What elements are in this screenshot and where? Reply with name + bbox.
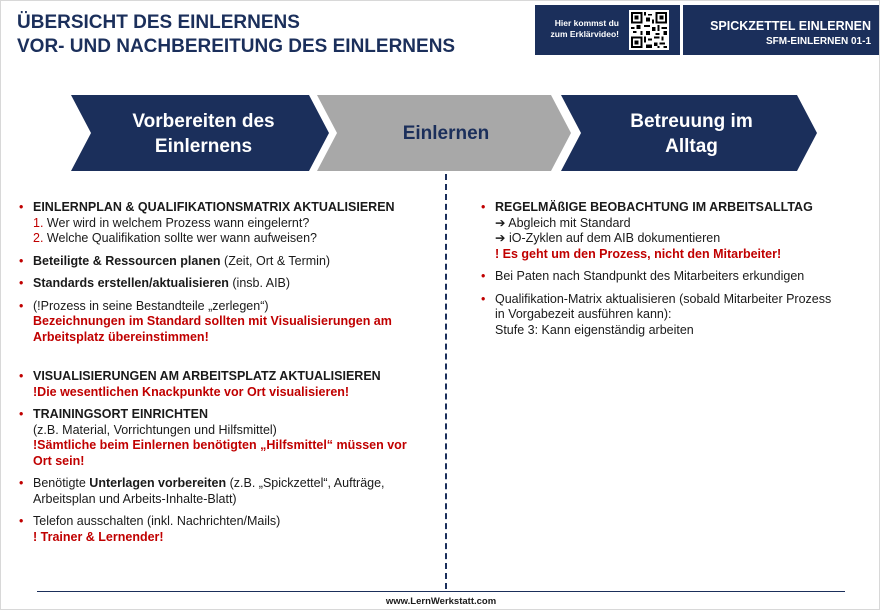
item-warning: Arbeitsplatz übereinstimmen! bbox=[33, 329, 209, 344]
item-text: Wer wird in welchem Prozess wann eingelernt? bbox=[46, 215, 310, 230]
item-text: • Qualifikation-Matrix aktualisieren (sobald Mitarbeiter Prozess bbox=[495, 291, 832, 306]
item-text: ➔ iO-Zyklen auf dem AIB dokumentieren bbox=[495, 231, 721, 245]
column-divider bbox=[445, 174, 447, 589]
title-line-1: ÜBERSICHT DES EINLERNENS bbox=[17, 12, 300, 33]
item-warning: Bezeichnungen im Standard sollten mit Visualisierungen am bbox=[33, 314, 392, 328]
item-text: • (!Prozess in seine Bestandteile „zerlegen“) bbox=[33, 298, 269, 313]
item-heading: Unterlagen vorbereiten bbox=[89, 476, 227, 490]
right-column bbox=[479, 200, 871, 345]
footer-divider bbox=[37, 591, 845, 592]
process-step-2-label bbox=[346, 121, 546, 146]
item-warning: ! Es geht um den Prozess, nicht den Mitarbeiter! bbox=[495, 246, 782, 261]
list-item bbox=[17, 514, 441, 545]
item-number: 1. bbox=[33, 215, 44, 230]
item-heading: • REGELMÄßIGE BEOBACHTUNG IM ARBEITSALLTAG bbox=[495, 200, 813, 214]
explainer-video-text bbox=[543, 18, 619, 40]
step-3-line-2: Alltag bbox=[665, 136, 718, 157]
step-1-line-1: Vorbereiten des bbox=[132, 111, 275, 132]
item-text: (Zeit, Ort & Termin) bbox=[220, 253, 331, 268]
item-heading: • EINLERNPLAN & QUALIFIKATIONSMATRIX AKTUALISIEREN bbox=[33, 200, 395, 214]
item-heading: • TRAININGSORT EINRICHTEN bbox=[33, 407, 208, 421]
item-heading: • VISUALISIERUNGEN AM ARBEITSPLATZ AKTUALISIEREN bbox=[33, 369, 381, 383]
item-heading: Standards erstellen/aktualisieren bbox=[33, 276, 229, 290]
item-text: in Vorgabezeit ausführen kann): bbox=[495, 307, 672, 321]
item-text: • Bei Paten nach Standpunkt des Mitarbeiters erkundigen bbox=[495, 269, 805, 283]
item-text: • Telefon ausschalten (inkl. Nachrichten/Mails) bbox=[33, 514, 281, 528]
item-warning: ! Trainer & Lernender! bbox=[33, 529, 164, 544]
badge-title: SPICKZETTEL EINLERNEN bbox=[710, 19, 871, 33]
item-text: (z.B. „Spickzettel“, Aufträge, bbox=[226, 476, 385, 490]
list-item bbox=[17, 476, 441, 507]
badge-code: SFM-EINLERNEN 01-1 bbox=[765, 36, 871, 47]
list-item bbox=[17, 299, 441, 346]
explainer-text-line-2: zum Erklärvideo! bbox=[550, 29, 619, 39]
page-title bbox=[17, 11, 455, 59]
item-heading: Beteiligte & Ressourcen planen bbox=[33, 253, 221, 268]
list-item bbox=[17, 276, 441, 292]
process-step-3-label bbox=[589, 109, 794, 159]
list-item bbox=[17, 407, 441, 469]
explainer-text-line-1: Hier kommst du bbox=[554, 18, 619, 28]
list-item bbox=[479, 292, 871, 339]
item-text: ➔ Abgleich mit Standard bbox=[495, 215, 631, 230]
list-item bbox=[17, 200, 441, 247]
list-item bbox=[17, 254, 441, 270]
left-column bbox=[17, 200, 441, 552]
item-warning: !Sämtliche beim Einlernen benötigten „Hilfsmittel“ müssen vor bbox=[33, 438, 407, 452]
list-item bbox=[479, 269, 871, 285]
item-warning: !Die wesentlichen Knackpunkte vor Ort visualisieren! bbox=[33, 384, 350, 399]
item-text: Benötigte bbox=[33, 476, 90, 490]
step-1-line-2: Einlernens bbox=[154, 136, 253, 157]
qr-code-icon[interactable] bbox=[629, 10, 669, 50]
item-text: (insb. AIB) bbox=[228, 276, 291, 290]
document-badge bbox=[683, 5, 879, 55]
item-text: (z.B. Material, Vorrichtungen und Hilfsmittel) bbox=[33, 422, 277, 437]
item-text: Welche Qualifikation sollte wer wann aufweisen? bbox=[46, 231, 317, 245]
item-text: Arbeitsplan und Arbeits-Inhalte-Blatt) bbox=[33, 491, 237, 506]
explainer-video-box[interactable] bbox=[535, 5, 680, 55]
step-3-line-1: Betreuung im bbox=[630, 111, 753, 132]
item-text: Stufe 3: Kann eigenständig arbeiten bbox=[495, 322, 694, 337]
step-2-line-1: Einlernen bbox=[402, 123, 490, 144]
title-line-2: VOR- UND NACHBEREITUNG DES EINLERNENS bbox=[17, 36, 456, 57]
list-item bbox=[479, 200, 871, 262]
process-step-1-label bbox=[101, 109, 306, 159]
footer-url[interactable]: www.LernWerkstatt.com bbox=[385, 596, 497, 607]
list-item bbox=[17, 369, 441, 400]
item-warning: Ort sein! bbox=[33, 453, 85, 468]
item-number: 2. bbox=[33, 231, 44, 245]
